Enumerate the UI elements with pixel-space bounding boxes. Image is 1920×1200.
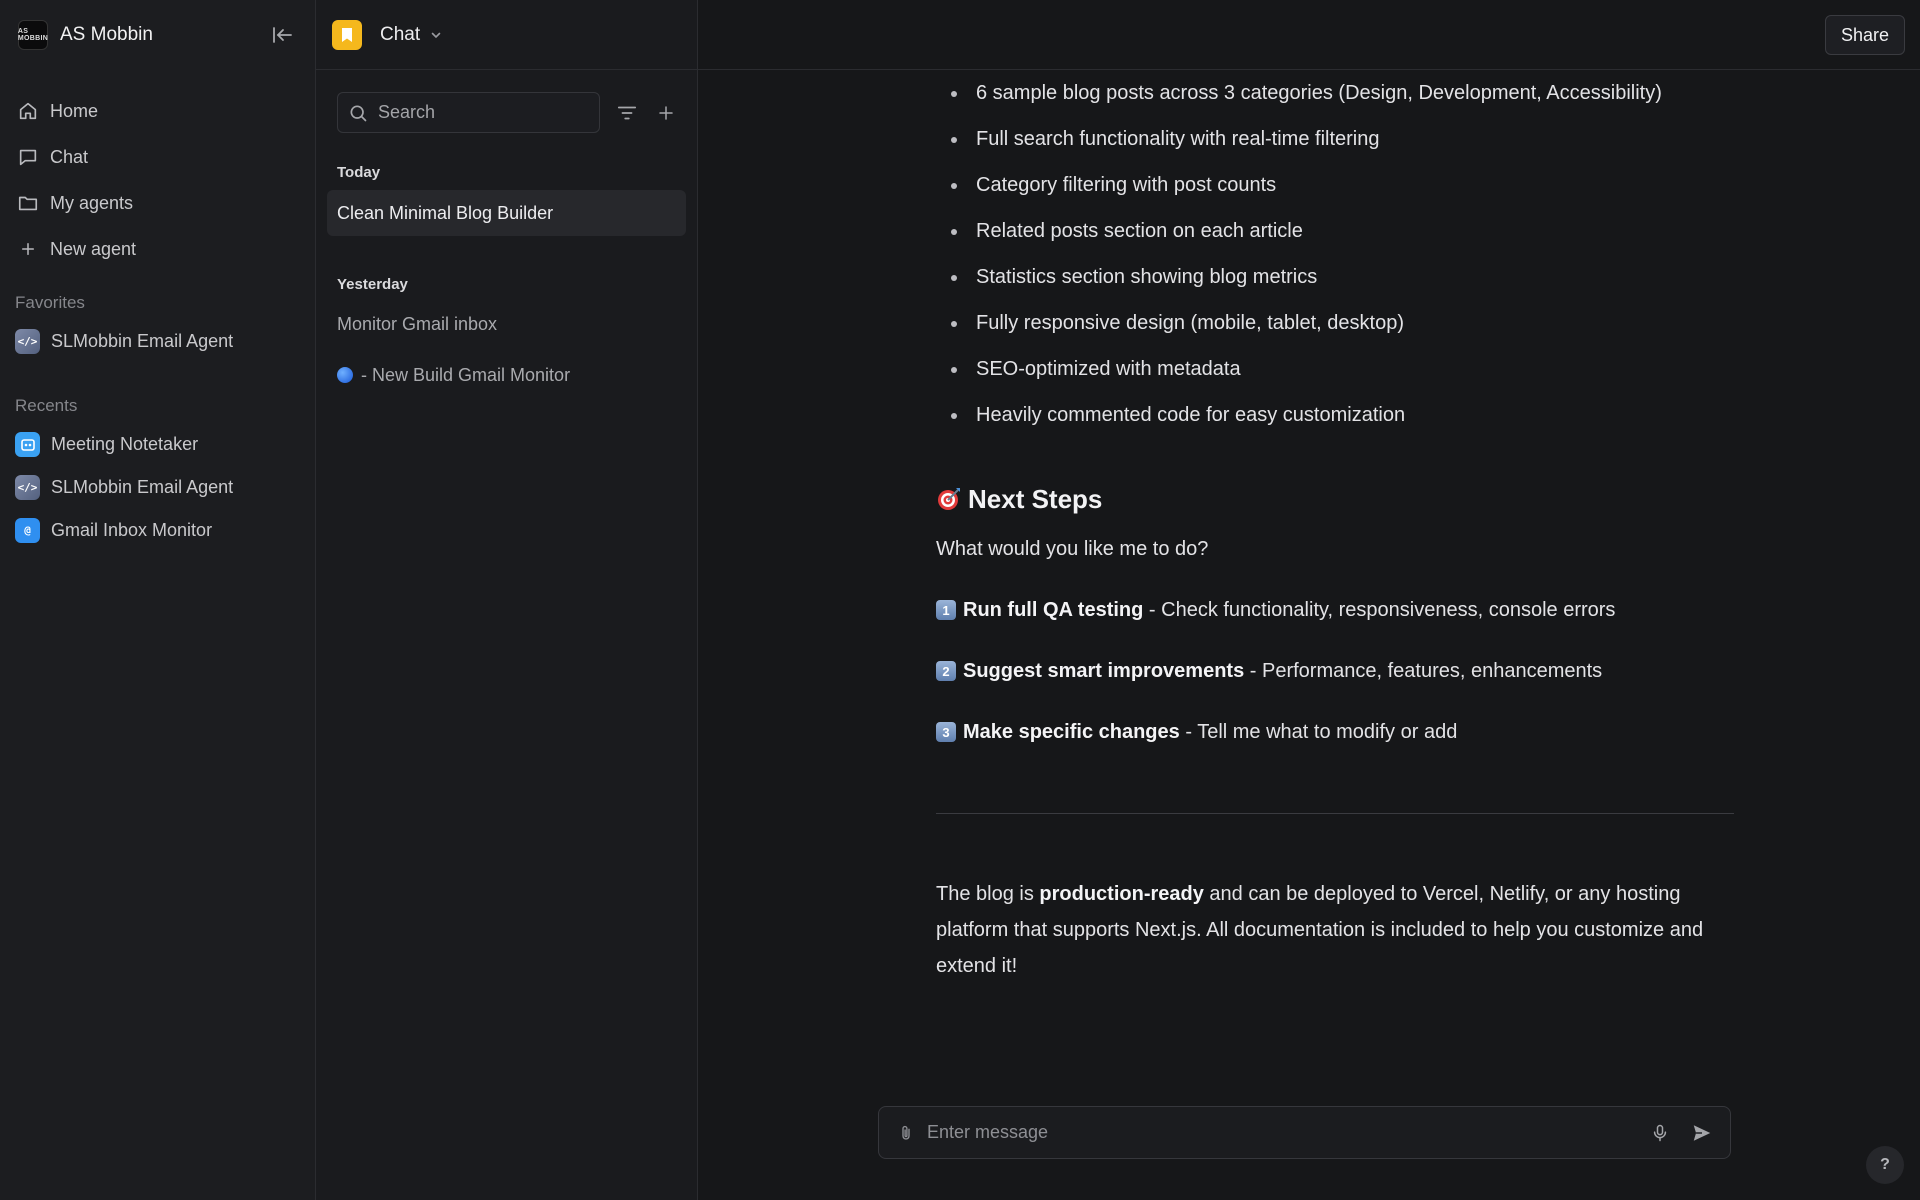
option-2 — [936, 656, 1736, 686]
agent-label: SLMobbin Email Agent — [51, 331, 234, 351]
conversation-title: Monitor Gmail inbox — [337, 313, 498, 334]
code-icon: </> — [15, 475, 40, 500]
code-icon: </> — [15, 329, 40, 354]
collapse-sidebar-button[interactable] — [267, 20, 297, 50]
filter-button[interactable] — [612, 98, 642, 128]
option-description: - Tell me what to modify or add — [1179, 720, 1458, 743]
closing-text-end: and can be deployed to Vercel, Netlify, or any hosting platform that supports Next.js. All documentation is included to help you customize and extend it! — [936, 883, 1704, 977]
nav-item-label: My agents — [50, 192, 134, 213]
agent-label: SLMobbin Email Agent — [51, 477, 234, 497]
nav-item-new-agent[interactable] — [0, 226, 315, 272]
recents-label: Recents — [15, 396, 78, 415]
number-1-icon: 1 — [936, 600, 956, 620]
chat-header — [316, 0, 697, 70]
number-2-icon: 2 — [936, 661, 956, 681]
search-row — [316, 70, 697, 133]
help-button[interactable]: ? — [1866, 1146, 1904, 1184]
recent-item-gmail-inbox-monitor[interactable] — [0, 509, 315, 552]
list-item: SEO-optimized with metadata — [936, 346, 1736, 392]
list-item: Full search functionality with real-time filtering — [936, 116, 1736, 162]
message-composer — [878, 1106, 1731, 1159]
yesterday-label: Yesterday — [337, 276, 408, 293]
closing-paragraph — [936, 876, 1736, 984]
option-description: - Performance, features, enhancements — [1244, 659, 1603, 682]
next-steps-heading — [936, 482, 1736, 516]
target-icon — [936, 486, 962, 512]
microphone-button[interactable] — [1644, 1117, 1676, 1149]
message-input[interactable] — [927, 1122, 1634, 1143]
new-chat-button[interactable] — [651, 98, 681, 128]
nav-item-label: Chat — [50, 146, 89, 167]
conversation-title: Clean Minimal Blog Builder — [337, 202, 554, 223]
chat-main — [698, 0, 1920, 1200]
home-icon — [16, 99, 40, 123]
at-icon: @ — [15, 518, 40, 543]
plus-icon — [16, 237, 40, 261]
workspace-logo: AS MOBBIN — [18, 20, 48, 50]
bookmark-icon — [332, 20, 362, 50]
meeting-icon — [15, 432, 40, 457]
collapse-left-icon — [270, 23, 294, 47]
closing-text-start: The blog is — [936, 883, 1040, 905]
agent-label: Gmail Inbox Monitor — [51, 520, 213, 540]
plus-icon — [657, 104, 675, 122]
conversation-panel — [316, 0, 698, 1200]
send-button[interactable] — [1686, 1117, 1718, 1149]
share-button[interactable]: Share — [1825, 15, 1905, 55]
list-item: Heavily commented code for easy customization — [936, 392, 1736, 438]
list-item: Fully responsive design (mobile, tablet, desktop) — [936, 300, 1736, 346]
feature-list — [936, 70, 1736, 438]
recent-item-meeting-notetaker[interactable] — [0, 423, 315, 466]
assistant-message — [936, 70, 1736, 984]
closing-emphasis: production-ready — [1039, 883, 1204, 905]
recent-item-slmobbin-email-agent[interactable] — [0, 466, 315, 509]
search-icon — [348, 103, 368, 123]
option-title: Run full QA testing — [963, 598, 1144, 621]
divider — [936, 813, 1734, 814]
heading-text: Next Steps — [968, 483, 1103, 514]
blue-circle-icon — [337, 367, 353, 383]
option-1 — [936, 595, 1736, 625]
main-topbar — [698, 0, 1920, 70]
conversation-item[interactable] — [327, 352, 686, 398]
list-item: 6 sample blog posts across 3 categories (Design, Development, Accessibility) — [936, 70, 1736, 116]
option-title: Suggest smart improvements — [963, 659, 1245, 682]
conversation-title: - New Build Gmail Monitor — [361, 364, 571, 385]
conversation-item[interactable] — [327, 301, 686, 347]
conversation-item[interactable] — [327, 190, 686, 236]
nav-item-label: Home — [50, 100, 99, 121]
folder-icon — [16, 191, 40, 215]
microphone-icon — [1650, 1123, 1670, 1143]
nav-item-label: New agent — [50, 238, 137, 259]
filter-icon — [616, 102, 638, 124]
paperclip-icon[interactable] — [897, 1124, 915, 1142]
number-3-icon: 3 — [936, 722, 956, 742]
list-item: Category filtering with post counts — [936, 162, 1736, 208]
chevron-down-icon[interactable] — [430, 29, 442, 41]
sidebar — [0, 0, 316, 1200]
option-3 — [936, 717, 1736, 747]
chat-title[interactable]: Chat — [380, 23, 421, 45]
favorites-label: Favorites — [15, 293, 85, 312]
chat-bubble-icon — [16, 145, 40, 169]
list-item: Statistics section showing blog metrics — [936, 254, 1736, 300]
nav-item-my-agents[interactable] — [0, 180, 315, 226]
today-label: Today — [337, 164, 381, 181]
favorite-item-slmobbin-email-agent[interactable] — [0, 320, 315, 363]
option-title: Make specific changes — [963, 720, 1180, 743]
send-icon — [1691, 1122, 1713, 1144]
option-description: - Check functionality, responsiveness, console errors — [1143, 598, 1616, 621]
list-item: Related posts section on each article — [936, 208, 1736, 254]
search-input[interactable] — [378, 102, 578, 123]
nav-item-home[interactable] — [0, 88, 315, 134]
nav-item-chat[interactable] — [0, 134, 315, 180]
search-box — [337, 92, 600, 133]
question-text: What would you like me to do? — [936, 537, 1209, 560]
workspace-name: AS Mobbin — [60, 24, 153, 45]
workspace-header — [0, 0, 315, 70]
agent-label: Meeting Notetaker — [51, 434, 199, 454]
main-nav — [0, 70, 315, 272]
